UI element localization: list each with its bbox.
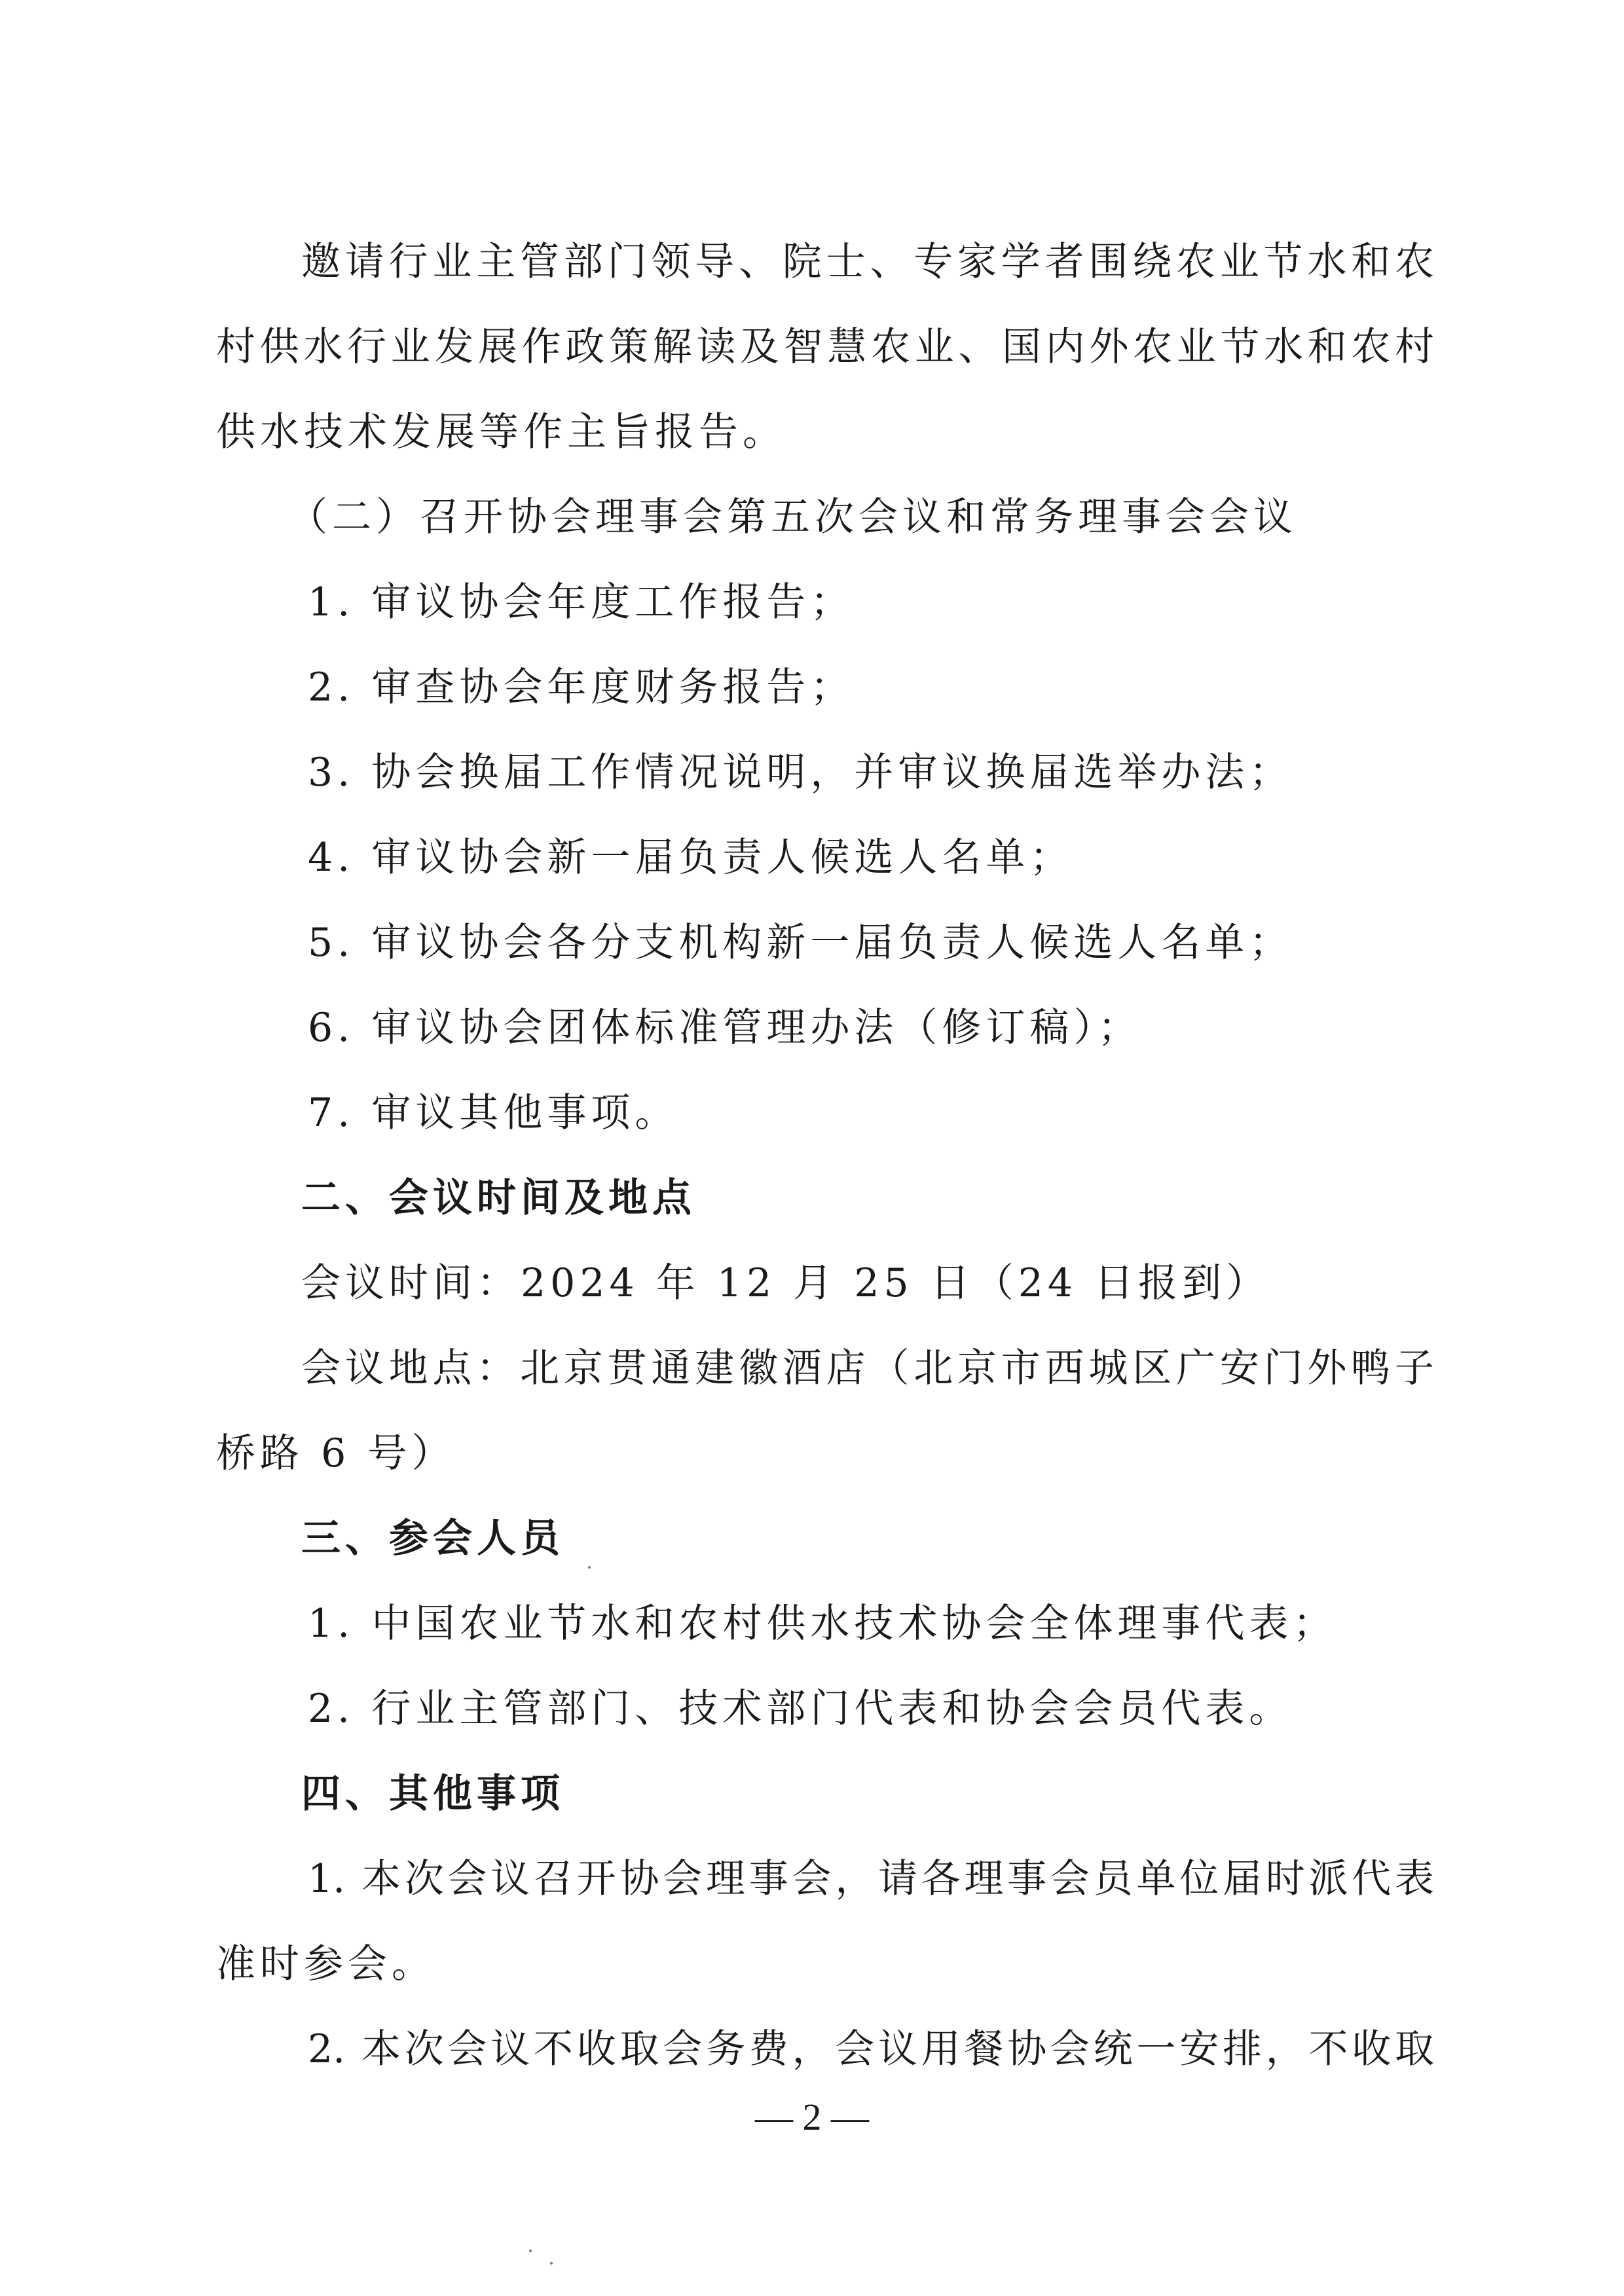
participant-item-2: 2. 行业主管部门、技术部门代表和协会会员代表。 <box>308 1686 1293 1732</box>
section-heading-time-location: 二、会议时间及地点 <box>301 1175 696 1221</box>
subsection-heading-council-meeting: （二）召开协会理事会第五次会议和常务理事会会议 <box>288 494 1297 540</box>
page-number: — 2 — <box>755 2096 869 2138</box>
meeting-time: 会议时间：2024 年 12 月 25 日（24 日报到） <box>301 1260 1270 1306</box>
paragraph-invite-line-1: 邀请行业主管部门领导、院士、专家学者围绕农业节水和农 <box>301 239 1434 285</box>
scan-speck <box>550 2262 553 2265</box>
section-heading-other-matters: 四、其他事项 <box>301 1771 564 1817</box>
agenda-item-7: 7. 审议其他事项。 <box>308 1090 679 1136</box>
agenda-item-4: 4. 审议协会新一届负责人候选人名单； <box>308 835 1074 881</box>
other-item-1-line-2: 准时参会。 <box>216 1941 435 1987</box>
other-item-1-line-1: 1. 本次会议召开协会理事会，请各理事会员单位届时派代表 <box>308 1856 1434 1902</box>
agenda-item-1: 1. 审议协会年度工作报告； <box>308 579 855 625</box>
agenda-item-5: 5. 审议协会各分支机构新一届负责人候选人名单； <box>308 920 1293 966</box>
participant-item-1: 1. 中国农业节水和农村供水技术协会全体理事代表； <box>308 1601 1337 1647</box>
scan-speck <box>588 1566 591 1569</box>
paragraph-invite-line-3: 供水技术发展等作主旨报告。 <box>216 409 786 455</box>
agenda-item-6: 6. 审议协会团体标准管理办法（修订稿）； <box>308 1005 1142 1051</box>
section-heading-participants: 三、参会人员 <box>301 1516 564 1561</box>
meeting-location-line-1: 会议地点：北京贯通建徽酒店（北京市西城区广安门外鸭子 <box>301 1345 1434 1391</box>
agenda-item-2: 2. 审查协会年度财务报告； <box>308 665 855 710</box>
other-item-2-line-1: 2. 本次会议不收取会务费，会议用餐协会统一安排，不收取 <box>308 2026 1434 2072</box>
scan-speck <box>529 2250 532 2252</box>
agenda-item-3: 3. 协会换届工作情况说明，并审议换届选举办法； <box>308 750 1293 795</box>
paragraph-invite-line-2: 村供水行业发展作政策解读及智慧农业、国内外农业节水和农村 <box>216 324 1434 370</box>
meeting-location-line-2: 桥路 6 号） <box>216 1430 456 1476</box>
